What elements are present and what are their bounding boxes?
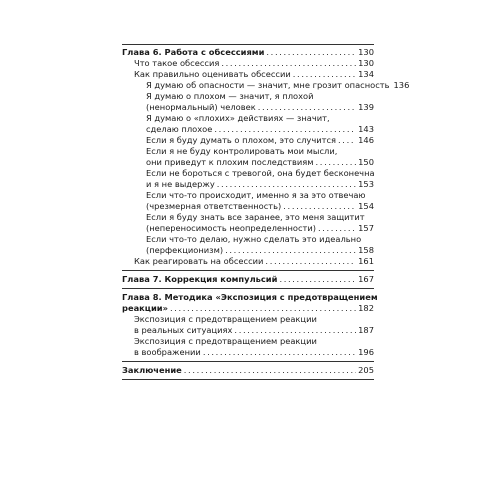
page-number: 134 [358, 69, 374, 79]
toc-item[interactable] [122, 58, 374, 69]
leader-dots [283, 201, 356, 212]
item-title-line: (ненормальный) человек [146, 102, 256, 112]
leader-dots [266, 47, 356, 58]
toc-chapter-6[interactable] [122, 47, 374, 58]
item-title-line: Я думаю о плохом — значит, я плохой [146, 91, 314, 101]
chapter-title-line: реакции» [122, 303, 168, 313]
toc-conclusion[interactable] [122, 365, 374, 376]
toc-subitem[interactable] [122, 146, 374, 168]
leader-dots [258, 102, 356, 113]
divider [122, 288, 374, 289]
page-number: 150 [358, 157, 374, 167]
item-title-line: Если что-то происходит, именно я за это отвечаю [146, 190, 366, 200]
divider [122, 44, 374, 45]
item-title-line: и я не выдержу [146, 179, 215, 189]
item-title-line: Экспозиция с предотвращением реакции [134, 314, 317, 324]
toc-subitem[interactable] [122, 113, 374, 135]
item-title-line: в реальных ситуациях [134, 325, 233, 335]
leader-dots [293, 69, 356, 80]
item-title-line: они приведут к плохим последствиям [146, 157, 314, 167]
leader-dots [170, 303, 356, 314]
page-number: 187 [358, 325, 374, 335]
item-title-line: Если я не буду контролировать мои мысли, [146, 146, 338, 156]
divider [122, 361, 374, 362]
chapter-title: Заключение [122, 365, 182, 375]
item-title: Я думаю об опасности — значит, мне грозит опасность [146, 80, 390, 90]
page-number: 157 [358, 223, 374, 233]
toc-subitem[interactable] [122, 212, 374, 234]
leader-dots [214, 124, 356, 135]
item-title: Как правильно оценивать обсессии [134, 69, 291, 79]
page-number: 167 [358, 274, 374, 284]
item-title-line: в воображении [134, 347, 201, 357]
leader-dots [318, 223, 356, 234]
page-number: 130 [358, 47, 374, 57]
divider [122, 379, 374, 380]
leader-dots [184, 365, 356, 376]
page-number: 143 [358, 124, 374, 134]
item-title-line: Я думаю о «плохих» действиях — значит, [146, 113, 330, 123]
toc-subitem[interactable] [122, 168, 374, 190]
toc-item[interactable] [122, 314, 374, 336]
item-title-line: (перфекционизм) [146, 245, 224, 255]
page-number: 158 [358, 245, 374, 255]
page-number: 146 [358, 135, 374, 145]
item-title-line: Если я буду знать все заранее, это меня защитит [146, 212, 365, 222]
toc-subitem[interactable] [122, 234, 374, 256]
leader-dots [338, 135, 356, 146]
page-number: 182 [358, 303, 374, 313]
leader-dots [217, 179, 356, 190]
chapter-title-line: Глава 8. Методика «Экспозиция с предотвращением [122, 292, 378, 302]
page-number: 153 [358, 179, 374, 189]
divider [122, 270, 374, 271]
leader-dots [234, 325, 356, 336]
item-title-line: Экспозиция с предотвращением реакции [134, 336, 317, 346]
item-title: Как реагировать на обсессии [134, 256, 264, 266]
chapter-title: Глава 6. Работа с обсессиями [122, 47, 265, 57]
leader-dots [221, 58, 356, 69]
toc-subitem[interactable] [122, 135, 374, 146]
page-number: 130 [358, 58, 374, 68]
item-title-line: Если не бороться с тревогой, она будет бесконечна [146, 168, 375, 178]
leader-dots [225, 245, 356, 256]
toc-chapter-8[interactable] [122, 292, 378, 314]
item-title: Что такое обсессия [134, 58, 220, 68]
item-title-line: Если что-то делаю, нужно сделать это идеально [146, 234, 362, 244]
leader-dots [265, 256, 356, 267]
page-number: 136 [393, 80, 410, 90]
item-title: Если я буду думать о плохом, это случится [146, 135, 337, 145]
toc-item[interactable] [122, 256, 374, 267]
toc-item[interactable] [122, 69, 374, 80]
page-number: 154 [358, 201, 374, 211]
toc-subitem[interactable] [122, 190, 374, 212]
item-title-line: (чрезмерная ответственность) [146, 201, 282, 211]
chapter-title: Глава 7. Коррекция компульсий [122, 274, 278, 284]
toc-subitem[interactable] [122, 91, 374, 113]
page-number: 161 [358, 256, 374, 266]
item-title-line: (непереносимость неопределенности) [146, 223, 316, 233]
leader-dots [203, 347, 356, 358]
table-of-contents [122, 44, 410, 383]
page-number: 139 [358, 102, 374, 112]
item-title-line: сделаю плохое [146, 124, 213, 134]
toc-item[interactable] [122, 336, 374, 358]
page-number: 205 [358, 365, 374, 375]
toc-subitem[interactable] [122, 80, 410, 91]
page-number: 196 [358, 347, 374, 357]
toc-chapter-7[interactable] [122, 274, 374, 285]
leader-dots [316, 157, 357, 168]
leader-dots [279, 274, 356, 285]
